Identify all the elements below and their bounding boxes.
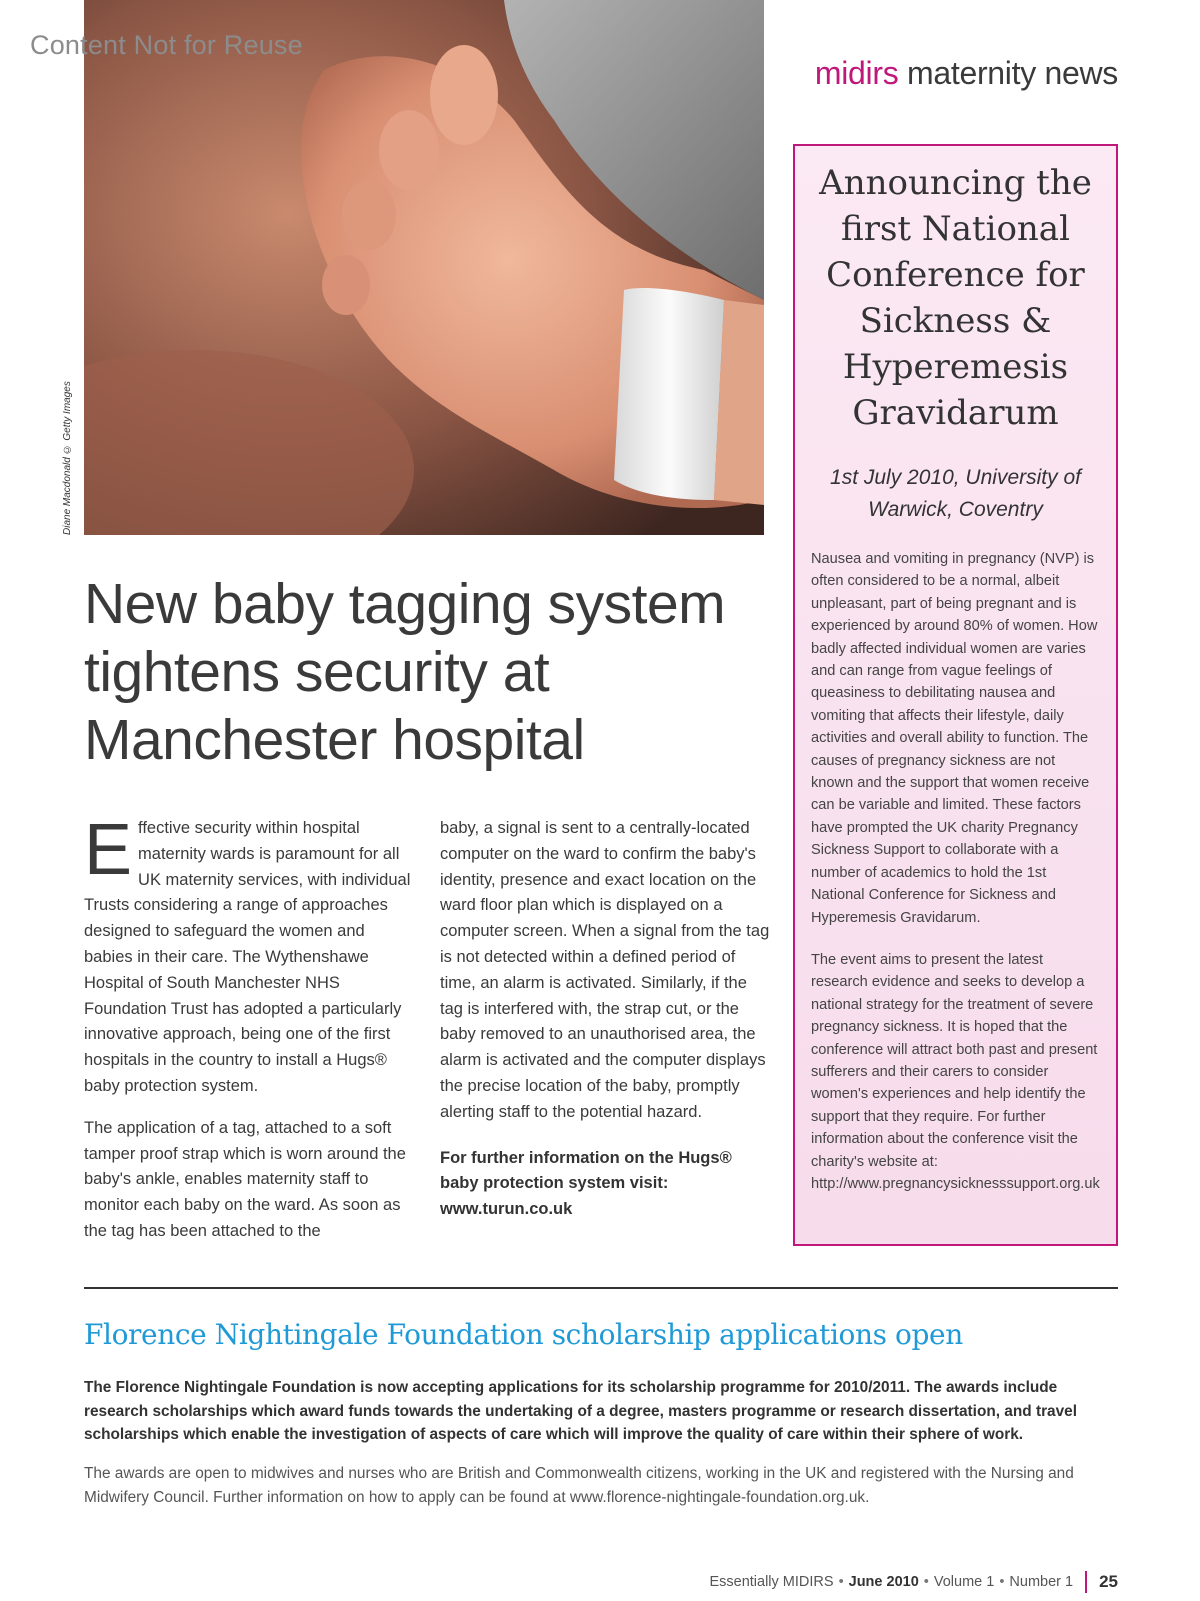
footer-number: Number 1 [1009,1574,1074,1590]
sidebar-url[interactable]: http://www.pregnancysicknesssupport.org.uk [811,1175,1100,1192]
sidebar-title: Announcing the first National Conference for Sickness & Hyperemesis Gravidarum [819,163,1092,433]
footer-publication: Essentially MIDIRS [709,1574,834,1590]
further-info: For further information on the Hugs® baby protection system visit: www.turun.co.uk [440,1148,732,1219]
article-paragraph: baby, a signal is sent to a centrally-located computer on the ward to confirm the baby's identity, presence and exact location on the ward floor plan which is displayed on a computer screen. When a signal from the tag is not detected within a defined period of time, an alarm is activated. Similarly, if the tag is interfered with, the strap cut, or the baby removed to an unauthorised area, the alarm is activated and the computer displays the precise location of the baby, promptly alerting staff to the potential hazard. [440,819,770,1121]
paragraph-text: ffective security within hospital maternity wards is paramount for all UK maternity services, with individual Trusts considering a range of approaches designed to safeguard the women and babies in their care. The Wythenshawe Hospital of South Manchester NHS Foundation Trust has adopted a particularly innovative approach, being one of the first hospitals in the country to install a Hugs® baby protection system. [84,819,411,1095]
masthead [815,55,1118,92]
florence-lead: The Florence Nightingale Foundation is now accepting applications for its scholarship programme for 2010/2011. The awards include research scholarships which award funds towards the undertaking of a degree, masters programme or research dissertation, and travel scholarships which enable the investigation of aspects of care which will improve the quality of care within their sphere of work. [84,1379,1078,1444]
footer-separator: • [923,1574,929,1590]
sidebar-paragraph: Nausea and vomiting in pregnancy (NVP) is often considered to be a normal, albeit unpleasant, part of being pregnant and is experienced by around 80% of women. How badly affected individual women are varies and can range from vague feelings of queasiness to debilitating nausea and vomiting that affects their lifestyle, daily activities and overall ability to function. The causes of pregnancy sickness are not known and the support that women receive can be variable and limited. These factors have prompted the UK charity Pregnancy Sickness Support to collaborate with a number of academics to hold the 1st National Conference for Sickness and Hyperemesis Gravidarum. [811,551,1098,926]
section-divider [84,1287,1118,1289]
sidebar-body [811,548,1100,1195]
masthead-brand: midirs [814,55,899,91]
article-column-1 [84,810,414,1261]
article-headline: New baby tagging system tightens security at Manchester hospital [84,572,726,772]
sidebar-text: The event aims to present the latest research evidence and seeks to develop a national strategy for the treatment of severe pregnancy sickness. It is hoped that the conference will attract both past and present sufferers and their carers to consider women's experiences and help identify the support that they require. For further information about the conference visit the charity's website at: [811,951,1098,1170]
florence-title: Florence Nightingale Foundation scholarship applications open [84,1318,963,1351]
footer-volume: Volume 1 [933,1574,995,1590]
baby-foot-photo [84,0,764,535]
watermark: Content Not for Reuse [30,30,303,60]
drop-cap: E [84,810,133,890]
article-paragraph: The application of a tag, attached to a soft tamper proof strap which is worn around the baby's ankle, enables maternity staff to monitor each baby on the ward. As soon as the tag has been attached to the [84,1118,406,1240]
sidebar-paragraph [811,949,1100,1195]
footer-issue-date: June 2010 [848,1574,919,1590]
florence-body: The awards are open to midwives and nurses who are British and Commonwealth citizens, working in the UK and registered with the Nursing and Midwifery Council. Further information on how to apply can be found at www.florence-nightingale-foundation.org.uk. [84,1465,1074,1506]
conference-sidebar [793,144,1118,1246]
sidebar-date: 1st July 2010, University of Warwick, Coventry [830,466,1081,521]
footer-divider [1085,1571,1087,1593]
article-paragraph [84,810,414,1100]
masthead-title: maternity news [907,55,1118,91]
footer-separator: • [838,1574,844,1590]
page-number: 25 [1099,1572,1118,1591]
page-footer [709,1571,1118,1593]
footer-separator: • [999,1574,1005,1590]
photo-credit: Diane Macdonald © Getty Images [62,381,73,535]
article-column-2 [440,816,770,1239]
